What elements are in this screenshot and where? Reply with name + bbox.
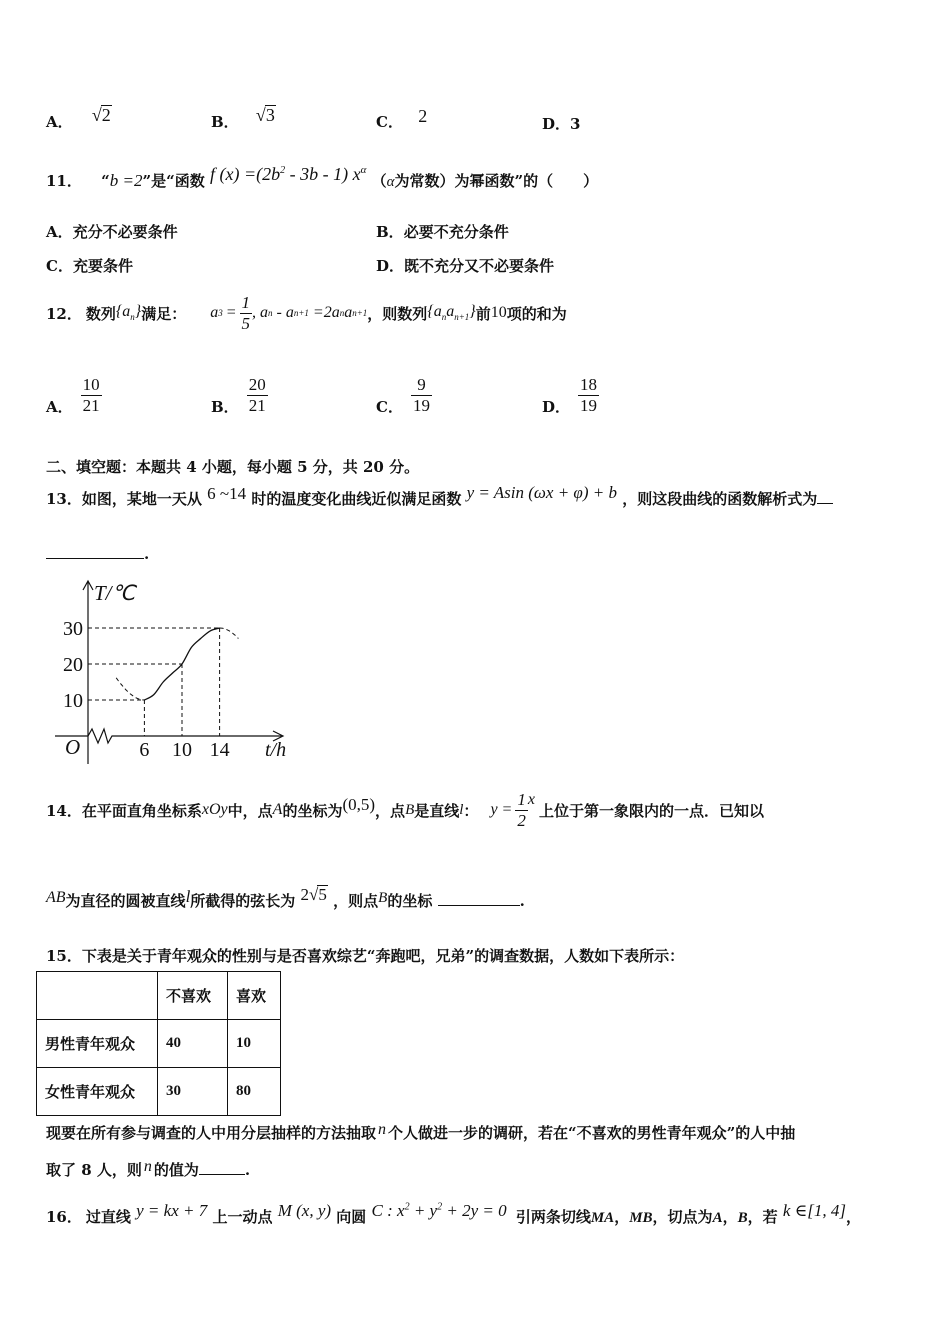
x-tick-label: 6 [139,739,150,761]
q15-line3: 取了 8 人，则 n 的值为 . [46,1158,251,1179]
sqrt-symbol: √ [91,105,102,125]
q15-answer-blank[interactable] [199,1160,245,1175]
table-header-row [37,972,281,1020]
q12-option-a-fraction: $\frac{10}{21}$ [82,374,100,415]
table-cell: 30 [158,1068,228,1116]
q11-option-c: C．充要条件 [46,257,133,275]
q12-option-d: D． $\frac{18}{19}$ [542,374,598,416]
table-header-cell: 不喜欢 [158,972,228,1020]
q12-option-c-fraction: $\frac{9}{19}$ [412,374,430,415]
y-tick-label: 20 [63,654,83,676]
q13-answer-line: . [46,544,149,563]
q16-stem: 16． 过直线 y = kx + 7 上一动点 M (x, y) 向圆 C : $x^2 + y^2 + 2y = 0$ 引两条切线MA，MB，切点为A，B，若 k ∈[1, 4]， [46,1201,861,1226]
q10-option-a: A． √2 [46,105,111,131]
sqrt-symbol: √ [309,885,319,904]
table-header-cell [37,972,158,1020]
q12-fraction: $\frac{1}{5}$ [241,292,251,333]
q10-option-c: C． 2 [376,106,428,131]
q14-slope-fraction: $\frac{1}{2}$ [517,789,526,830]
q13-stem: 13．如图，某地一天从 6 ~14 时的温度变化曲线近似满足函数 y = Asin (ωx + φ) + b ，则这段曲线的函数解析式为 [46,488,833,509]
table-row [37,1020,281,1068]
section-title: 二、填空题：本题共 4 小题，每小题 5 分，共 20 分。 [46,458,420,476]
q12-option-d-fraction: $\frac{18}{19}$ [580,374,598,415]
q10-option-c-value: 2 [418,106,428,126]
q11-option-d: D．既不充分又不必要条件 [376,257,555,275]
x-tick-label: 10 [172,739,192,761]
survey-table [36,971,281,1116]
q14-answer-blank[interactable] [438,891,520,906]
q10-option-d-value: 3 [570,115,581,133]
table-cell: 男性青年观众 [37,1020,158,1068]
q10-option-a-value: 2 [101,105,111,125]
q12-option-b-fraction: $\frac{20}{21}$ [248,374,266,415]
y-tick-label: 10 [63,690,83,712]
chart-axes [55,581,283,764]
table-cell: 40 [158,1020,228,1068]
q10-option-b-value: 3 [265,105,275,125]
q12-option-c: C． $\frac{9}{19}$ [376,374,430,416]
q14-stem: 14． 在平面直角坐标系 xOy 中，点 A 的坐标为 (0,5) ，点 B 是直线 l ： y = $\frac{1}{2}$ x 上位于第一象限内的一点．已知以 [46,789,764,830]
table-cell: 80 [228,1068,281,1116]
sqrt-symbol: √ [255,105,266,125]
y-axis-label: T/℃ [94,581,136,605]
table-cell: 10 [228,1020,281,1068]
q15-line2: 现要在所有参与调查的人中用分层抽样的方法抽取 n 个人做进一步的调研，若在“不喜欢的男性青年观众”的人中抽 [46,1121,796,1142]
q14-line2: AB为直径的圆被直线l所截得的弦长为 2√5 ，则点B的坐标 . [46,885,525,910]
origin-label: O [65,735,81,759]
q13-answer-blank[interactable] [817,489,833,504]
q12-stem: 12． 数列 $\{a_n\}$ 满足： a 3 = $\frac{1}{5}$ , a n - a n+1 =2a n a n+1 ，则数列 $\{a_na_{n+1}\}$ 前 10 项的和为 [46,292,567,333]
q10-option-d: D．3 [542,115,581,133]
q12-option-a: A． $\frac{10}{21}$ [46,374,100,416]
q11-option-b: B．必要不充分条件 [376,223,509,241]
x-axis-label: t/h [265,739,287,761]
x-tick-label: 14 [209,739,230,761]
q13-answer-blank-2[interactable] [46,544,144,559]
q11-stem: 11． “b =2”是“函数 f $(x) =(2b^2 - 3b - 1)$ $x^\alpha$ （α为常数）为幂函数”的（ ） [46,164,599,190]
q11-option-a: A．充分不必要条件 [46,223,178,241]
y-tick-label: 30 [63,618,83,640]
q15-intro: 15．下表是关于青年观众的性别与是否喜欢综艺“奔跑吧，兄弟”的调查数据，人数如下表所示： [46,947,685,965]
q12-option-b: B． $\frac{20}{21}$ [211,374,266,416]
temperature-chart [50,578,310,768]
curve-extension-left [116,678,144,700]
q10-option-b: B． √3 [211,105,275,131]
table-row [37,1068,281,1116]
temperature-curve [144,628,219,700]
curve-extension-right [220,628,239,639]
table-header-cell: 喜欢 [228,972,281,1020]
table-cell: 女性青年观众 [37,1068,158,1116]
